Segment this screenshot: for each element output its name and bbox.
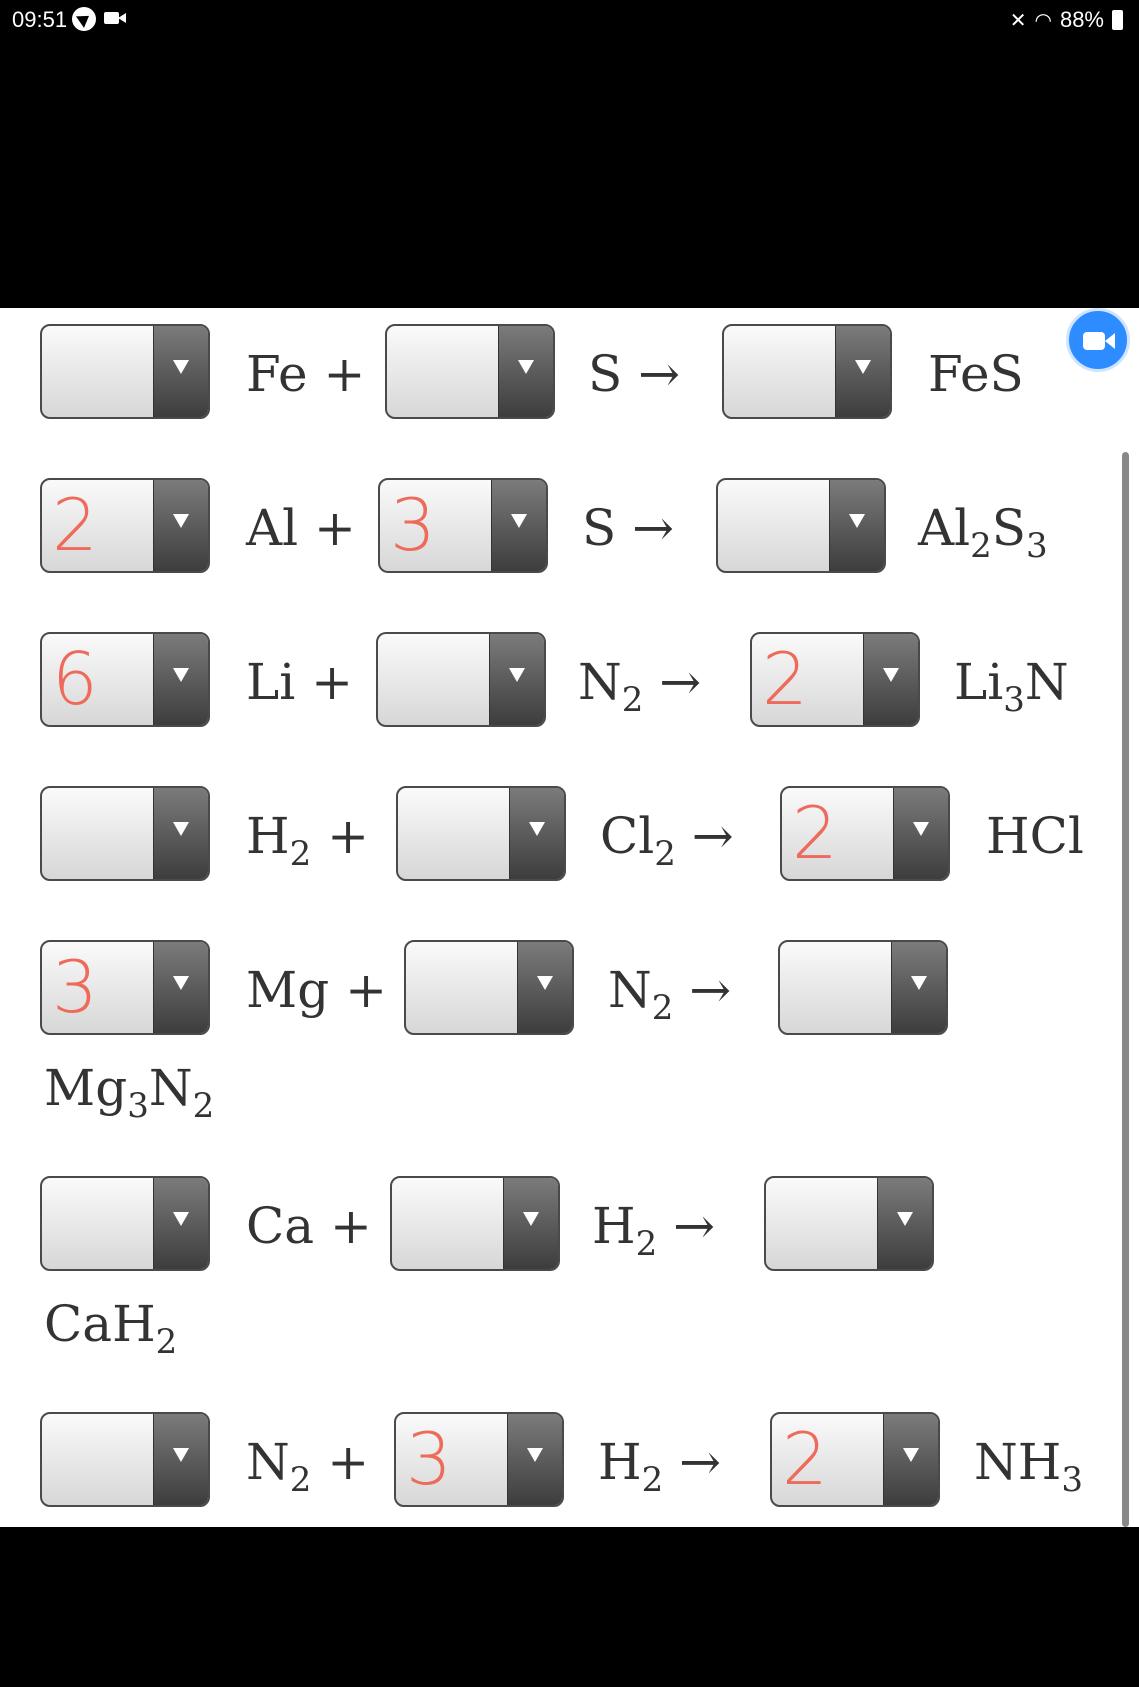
coefficient-dropdown[interactable] [396,786,566,881]
dropdown-arrow-icon[interactable] [507,1414,562,1505]
product: $Li_3N$ [954,653,1069,720]
coefficient-dropdown[interactable] [404,940,574,1035]
dropdown-arrow-icon[interactable] [503,1178,558,1269]
dropdown-arrow-icon[interactable] [877,1178,932,1269]
product: FeS [928,345,1024,403]
wifi-icon: ◠ [1034,9,1052,32]
dropdown-arrow-icon[interactable] [517,942,572,1033]
dropdown-arrow-icon[interactable] [153,788,208,879]
reactant-1: Al + [246,499,356,557]
reactant-1: $H_2$ + [246,807,370,874]
coefficient-dropdown[interactable]: 3 [394,1412,564,1507]
status-icons [1010,7,1123,33]
reactant-1: Fe + [246,345,366,403]
dropdown-arrow-icon[interactable] [863,634,918,725]
dropdown-arrow-icon[interactable] [153,326,208,417]
reactant-1: Li + [246,653,353,711]
coefficient-dropdown[interactable]: 2 [750,632,920,727]
dropdown-arrow-icon[interactable] [891,942,946,1033]
reactant-2: $H_2$ → [592,1197,716,1264]
reactant-1: $N_2$ + [246,1433,370,1500]
reactant-2: $Cl_2$ → [600,807,734,874]
dropdown-arrow-icon[interactable] [883,1414,938,1505]
coefficient-dropdown[interactable]: 2 [780,786,950,881]
coefficient-dropdown[interactable]: 2 [40,478,210,573]
dropdown-arrow-icon[interactable] [153,1178,208,1269]
coefficient-dropdown[interactable] [376,632,546,727]
coefficient-dropdown[interactable] [40,1176,210,1271]
battery-icon [1112,10,1123,30]
dropdown-arrow-icon[interactable] [153,634,208,725]
coefficient-dropdown[interactable] [778,940,948,1035]
coefficient-dropdown[interactable] [390,1176,560,1271]
dropdown-arrow-icon[interactable] [153,1414,208,1505]
product: HCl [986,807,1084,865]
mute-icon: ✕ [1009,9,1027,32]
reactant-2: S → [582,499,675,557]
dropdown-arrow-icon[interactable] [829,480,884,571]
product: $Mg_3N_2$ [44,1059,215,1126]
coefficient-dropdown[interactable] [40,1412,210,1507]
dropdown-arrow-icon[interactable] [498,326,553,417]
video-camera-icon [104,12,119,24]
clock: 09:51 [12,7,68,32]
coefficient-dropdown[interactable]: 6 [40,632,210,727]
zoom-video-icon[interactable] [1066,308,1130,372]
coefficient-dropdown[interactable] [764,1176,934,1271]
scrollbar[interactable] [1122,452,1129,1527]
coefficient-dropdown[interactable] [716,478,886,573]
product: $NH_3$ [974,1433,1083,1500]
coefficient-dropdown[interactable] [40,786,210,881]
dropdown-arrow-icon[interactable] [153,942,208,1033]
dropdown-arrow-icon[interactable] [509,788,564,879]
coefficient-dropdown[interactable] [385,324,555,419]
dropdown-arrow-icon[interactable] [491,480,546,571]
battery-level: 88% [1059,7,1104,32]
reactant-2: $N_2$ → [578,653,702,720]
reactant-2: $H_2$ → [598,1433,722,1500]
coefficient-dropdown[interactable] [722,324,892,419]
reactant-2: S → [588,345,681,403]
status-bar [0,0,1139,38]
dropdown-arrow-icon[interactable] [153,480,208,571]
dropdown-arrow-icon[interactable] [489,634,544,725]
product: $Al_2S_3$ [918,499,1048,566]
dropdown-arrow-icon[interactable] [893,788,948,879]
reactant-2: $N_2$ → [608,961,732,1028]
coefficient-dropdown[interactable]: 3 [378,478,548,573]
navigation-icon [72,7,96,31]
reactant-1: Mg + [246,961,387,1019]
coefficient-dropdown[interactable]: 3 [40,940,210,1035]
coefficient-dropdown[interactable]: 2 [770,1412,940,1507]
coefficient-dropdown[interactable] [40,324,210,419]
reactant-1: Ca + [246,1197,372,1255]
product: CaH$_2$ [44,1295,178,1362]
dropdown-arrow-icon[interactable] [835,326,890,417]
